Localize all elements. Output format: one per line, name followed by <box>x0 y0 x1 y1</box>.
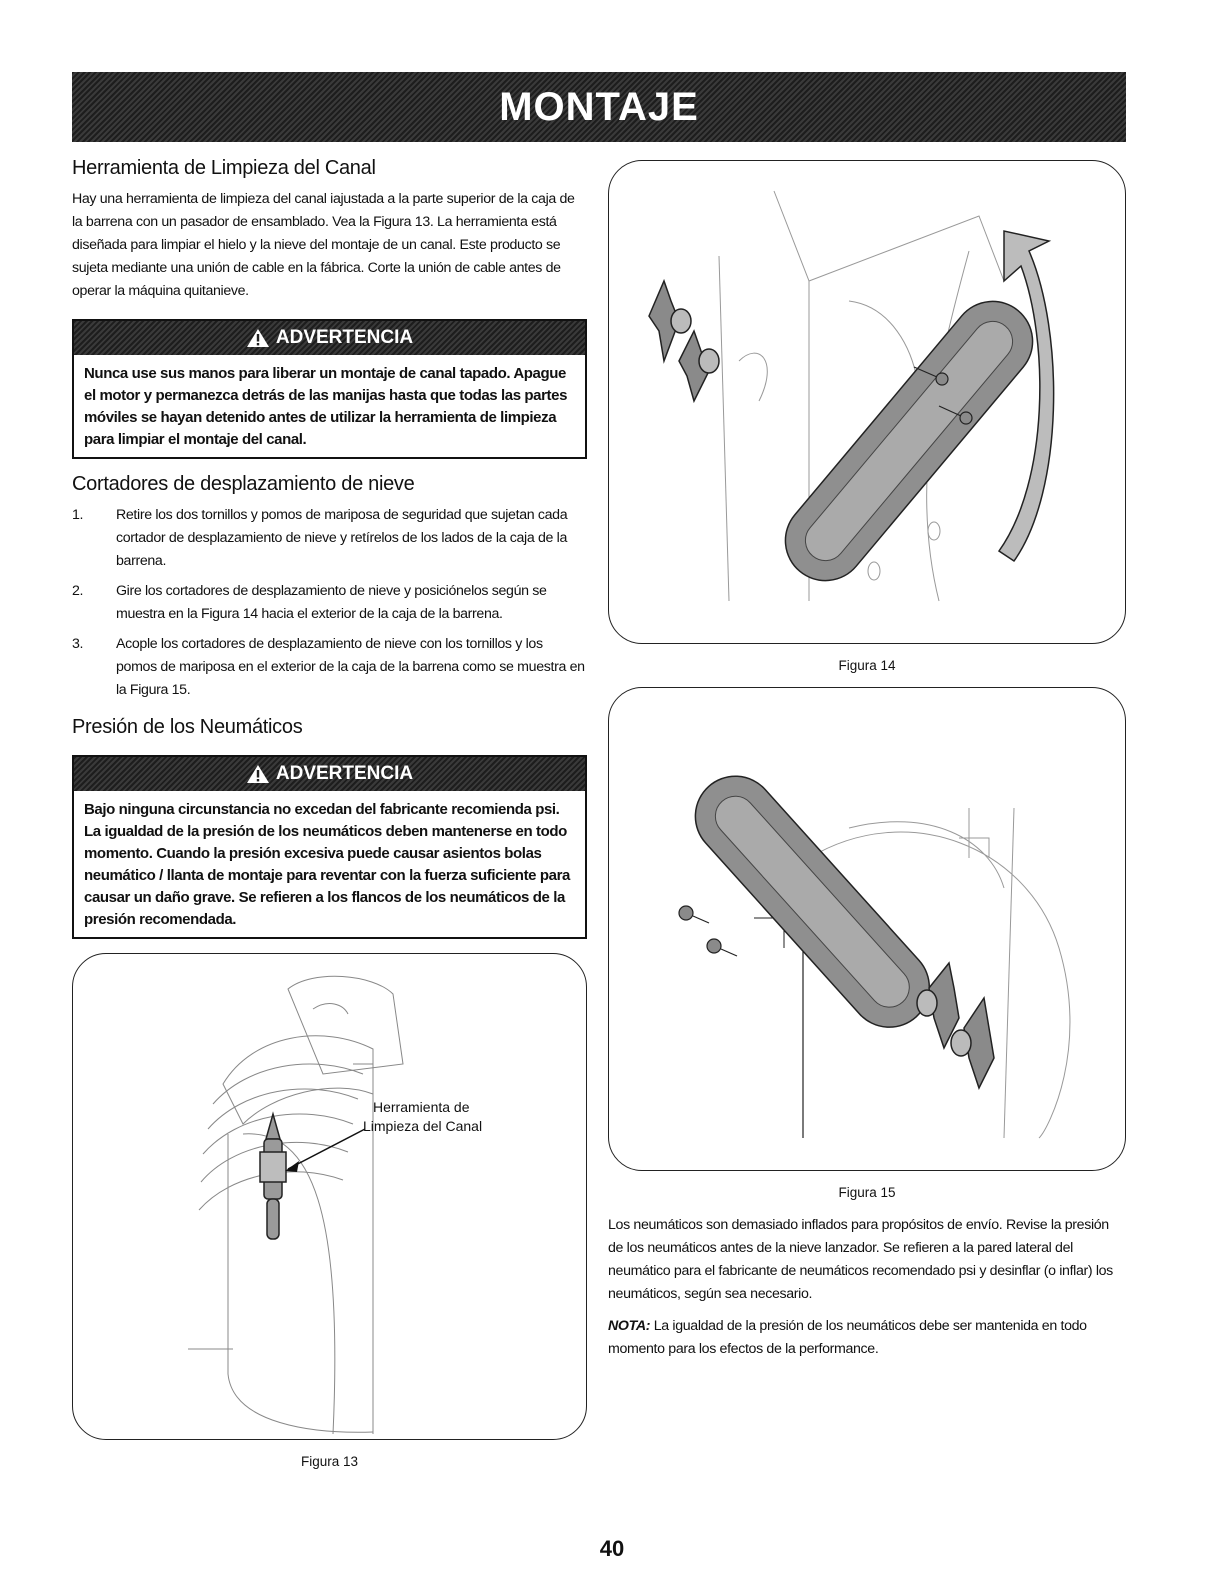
warning-box-tires <box>72 755 587 939</box>
heading-tire-pressure: Presión de los Neumáticos <box>72 716 303 738</box>
list-item: 2. Gire los cortadores de desplazamiento de nieve y posiciónelos según se muestra en la Figura 14 hacia el exterior de la caja de la barrena. <box>72 583 547 622</box>
note-text: La igualdad de la presión de los neumáticos debe ser mantenida en todo momento para los efectos de la performance. <box>608 1318 1087 1357</box>
section-banner <box>72 72 1126 142</box>
list-item: 1. Retire los dos tornillos y pomos de mariposa de seguridad que sujetan cada cortador de desplazamiento de nieve y retírelos de los lados de la caja de la barrena. <box>72 507 568 569</box>
figure-13 <box>72 953 587 1440</box>
warning-triangle-icon <box>246 764 270 784</box>
figure-15 <box>608 687 1126 1171</box>
warning-triangle-icon <box>246 328 270 348</box>
warning-title: ADVERTENCIA <box>275 763 414 784</box>
right-column <box>608 160 1126 1361</box>
figure-14 <box>608 160 1126 644</box>
note-label: NOTA: <box>608 1318 651 1334</box>
chute-tool-illustration <box>73 954 585 1439</box>
drift-cutter-mount-illustration <box>609 688 1124 1170</box>
figure-14-caption: Figura 14 <box>838 658 896 673</box>
tire-pressure-paragraph: Los neumáticos son demasiado inflados para propósitos de envío. Revise la presión de los neumáticos antes de la nieve lanzador. Se refieren a la pared lateral del neumático para el fabricante de neumáticos recomendado psi y desinflar (o inflar) los neumáticos, según sea necesario. <box>608 1217 1113 1302</box>
figure-15-caption: Figura 15 <box>838 1185 896 1200</box>
drift-cutter-steps <box>72 504 587 702</box>
drift-cutter-rotate-illustration <box>609 161 1124 643</box>
chute-tool-paragraph: Hay una herramienta de limpieza del canal iajustada a la parte superior de la caja de la barrena con un pasador de ensamblado. Vea la Figura 13. La herramienta está diseñada para limpiar el hielo y la nieve del montaje de un canal. Este producto se sujeta mediante una unión de cable en la fábrica. Corte la unión de cable antes de operar la máquina quitanieve. <box>72 191 575 299</box>
figure-13-caption: Figura 13 <box>300 1454 359 1469</box>
warning-title: ADVERTENCIA <box>275 327 414 348</box>
warning-header <box>74 321 585 355</box>
warning-text: Nunca use sus manos para liberar un montaje de canal tapado. Apague el motor y permanezca detrás de las manijas hasta que todas las partes móviles se hayan detenido antes de utilizar la herramienta de limpieza para limpiar el montaje del canal. <box>84 365 568 448</box>
figure-13-label-line1: Herramienta de <box>373 1099 470 1115</box>
warning-text: Bajo ninguna circunstancia no excedan del fabricante recomienda psi. La igualdad de la presión de los neumáticos deben mantenerse en todo momento. Cuando la presión excesiva puede causar asientos bolas neumático / llanta de montaje para reventar con la fuerza suficiente para causar un daño grave. Se refieren a los flancos de los neumáticos de la presión recomendada. <box>84 801 570 928</box>
heading-drift-cutters: Cortadores de desplazamiento de nieve <box>72 473 415 495</box>
figure-13-label-line2: Limpieza del Canal <box>363 1118 483 1134</box>
left-column <box>72 157 587 1469</box>
list-item: 3. Acople los cortadores de desplazamiento de nieve con los tornillos y los pomos de mariposa en el exterior de la caja de la barrena como se muestra en la Figura 15. <box>72 636 585 698</box>
warning-header <box>74 757 585 791</box>
page-number: 40 <box>599 1536 625 1561</box>
heading-chute-tool: Herramienta de Limpieza del Canal <box>72 157 376 179</box>
warning-box-chute <box>72 319 587 459</box>
banner-title: MONTAJE <box>499 84 699 129</box>
note-paragraph <box>608 1315 1126 1361</box>
